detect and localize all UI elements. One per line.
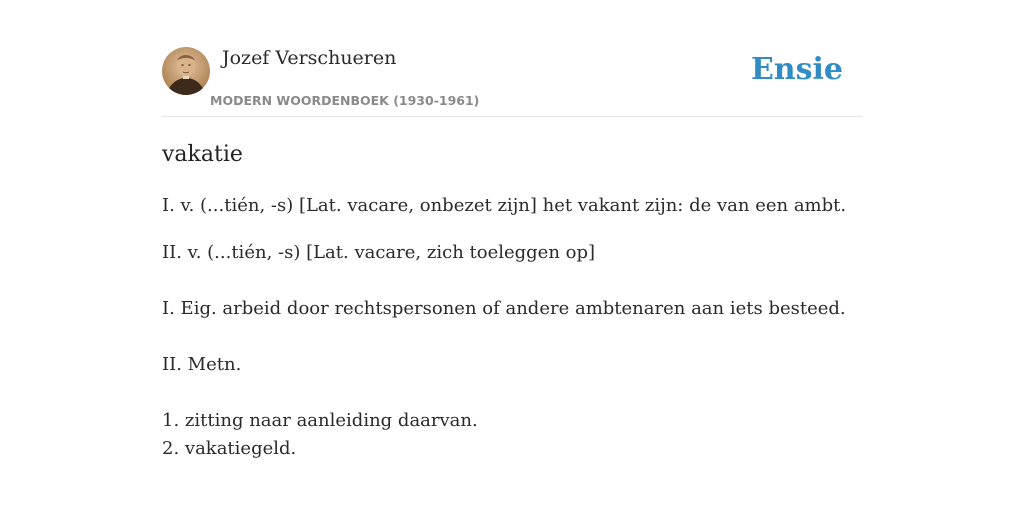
author-avatar[interactable] <box>162 47 210 95</box>
list-item: 1. zitting naar aanleiding daarvan. <box>162 410 478 431</box>
source-title[interactable]: MODERN WOORDENBOEK (1930-1961) <box>210 93 480 108</box>
definition-paragraph: I. v. (...tién, -s) [Lat. vacare, onbezet zijn] het vakant zijn: de van een ambt. <box>162 195 847 216</box>
author-name[interactable]: Jozef Verschueren <box>222 47 397 69</box>
entry-title: vakatie <box>162 142 243 167</box>
entry-header <box>162 46 862 117</box>
list-item: 2. vakatiegeld. <box>162 438 297 459</box>
definition-paragraph: I. Eig. arbeid door rechtspersonen of andere ambtenaren aan iets besteed. <box>162 298 846 319</box>
definition-list <box>162 407 862 463</box>
site-logo[interactable]: Ensie <box>750 52 843 87</box>
definition-paragraph: II. Metn. <box>162 354 242 375</box>
author-portrait-image <box>162 47 210 95</box>
definition-paragraph: II. v. (...tién, -s) [Lat. vacare, zich toeleggen op] <box>162 242 596 263</box>
entry-content <box>162 140 862 463</box>
